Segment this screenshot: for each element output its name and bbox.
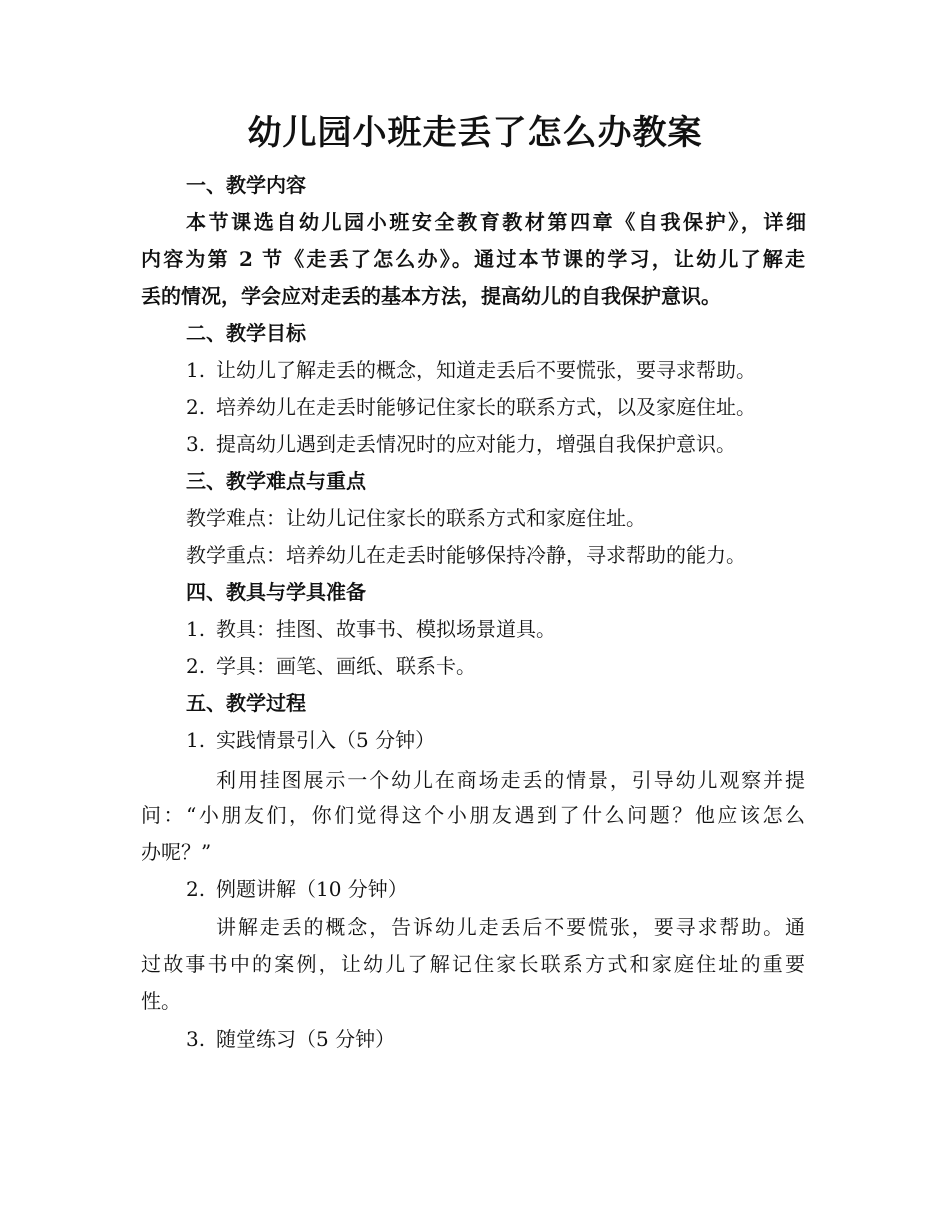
key-point-text: 教学重点：培养幼儿在走丢时能够保持冷静，寻求帮助的能力。: [186, 543, 746, 567]
list-item-text: 让幼儿了解走丢的概念，知道走丢后不要慌张，要寻求帮助。: [216, 358, 756, 382]
difficulty-text: 教学难点：让幼儿记住家长的联系方式和家庭住址。: [186, 506, 646, 530]
process-step-label: 实践情景引入（5 分钟）: [216, 728, 436, 752]
paragraph-line: 过故事书中的案例，让幼儿了解记住家长联系方式和家庭住址的重要: [141, 952, 805, 976]
list-item-text: 提高幼儿遇到走丢情况时的应对能力，增强自我保护意识。: [216, 432, 736, 456]
process-step-number: 2.: [186, 877, 206, 901]
process-step-label: 随堂练习（5 分钟）: [216, 1027, 396, 1051]
paragraph-line: 问：“小朋友们，你们觉得这个小朋友遇到了什么问题？他应该怎么: [141, 803, 805, 827]
section-heading-teaching-process: 五、教学过程: [186, 691, 306, 715]
document-title: 幼儿园小班走丢了怎么办教案: [247, 113, 703, 153]
list-item: [186, 614, 556, 644]
list-item: [186, 429, 736, 459]
paragraph-line: 内容为第 2 节《走丢了怎么办》。通过本节课的学习，让幼儿了解走: [141, 247, 805, 271]
process-step: [186, 725, 435, 755]
paragraph-line: 讲解走丢的概念，告诉幼儿走丢后不要慌张，要寻求帮助。通: [216, 915, 805, 939]
paragraph-line: 办呢？”: [141, 840, 212, 864]
list-item-number: 1.: [186, 617, 206, 641]
process-step-number: 3.: [186, 1027, 206, 1051]
process-step: [186, 874, 408, 904]
list-item-text: 培养幼儿在走丢时能够记住家长的联系方式，以及家庭住址。: [216, 395, 756, 419]
section-heading-teaching-goals: 二、教学目标: [186, 321, 306, 345]
list-item-number: 2.: [186, 654, 206, 678]
list-item: [186, 392, 756, 422]
section-heading-materials: 四、教具与学具准备: [186, 580, 366, 604]
list-item-number: 3.: [186, 432, 206, 456]
list-item: [186, 651, 476, 681]
paragraph-line: 本节课选自幼儿园小班安全教育教材第四章《自我保护》，详细: [186, 210, 806, 234]
section-heading-difficulty-and-key: 三、教学难点与重点: [186, 469, 366, 493]
paragraph-line: 利用挂图展示一个幼儿在商场走丢的情景，引导幼儿观察并提: [216, 768, 805, 792]
list-item-number: 1.: [186, 358, 206, 382]
list-item-number: 2.: [186, 395, 206, 419]
list-item-text: 教具：挂图、故事书、模拟场景道具。: [216, 617, 556, 641]
process-step-label: 例题讲解（10 分钟）: [216, 877, 408, 901]
section-heading-teaching-content: 一、教学内容: [186, 173, 306, 197]
paragraph-line: 丢的情况，学会应对走丢的基本方法，提高幼儿的自我保护意识。: [141, 284, 721, 308]
process-step-number: 1.: [186, 728, 206, 752]
process-step: [186, 1024, 395, 1054]
list-item-text: 学具：画笔、画纸、联系卡。: [216, 654, 476, 678]
list-item: [186, 355, 756, 385]
paragraph-line: 性。: [141, 989, 181, 1013]
